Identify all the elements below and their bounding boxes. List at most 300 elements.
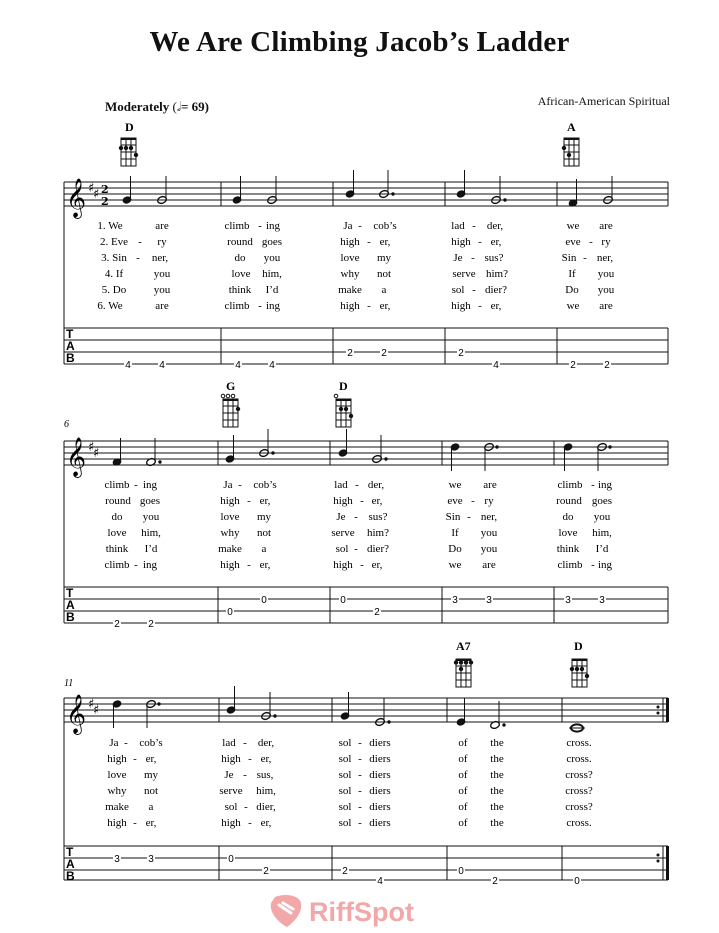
tab-fret: 2	[381, 348, 387, 359]
lyric: -	[360, 559, 364, 571]
tab-fret: 0	[228, 854, 234, 865]
lyric: high	[451, 236, 471, 248]
lyric: sol	[338, 785, 352, 797]
system-1	[64, 120, 668, 371]
lyric: -	[591, 559, 595, 571]
svg-text:A: A	[66, 598, 75, 612]
note	[563, 443, 573, 471]
tab-fret: 0	[227, 607, 233, 618]
lyric: -	[467, 511, 471, 523]
lyric: -	[354, 543, 358, 555]
lyric: ry	[601, 236, 611, 248]
lyric: -	[358, 801, 362, 813]
lyric: high	[451, 300, 471, 312]
lyric: the	[490, 785, 504, 797]
lyric: climb	[224, 220, 250, 232]
note	[146, 438, 162, 467]
lyric: climb	[104, 479, 130, 491]
lyric: serve	[219, 785, 243, 797]
lyric: sol	[224, 801, 238, 813]
lyric: er,	[371, 495, 383, 507]
lyric: diers	[369, 801, 391, 813]
lyric: cob’s	[253, 479, 277, 491]
lyric: -	[247, 495, 251, 507]
lyric: of	[458, 801, 468, 813]
lyric: make	[105, 801, 129, 813]
lyric: er,	[259, 495, 271, 507]
lyric: you	[142, 511, 160, 523]
lyric: climb	[104, 559, 130, 571]
lyric: Je	[336, 511, 346, 523]
lyric: serve	[452, 268, 476, 280]
lyric: high	[340, 236, 360, 248]
lyric: make	[218, 543, 242, 555]
repeat-dot	[657, 860, 660, 863]
lyric: -	[355, 479, 359, 491]
lyric: are	[483, 479, 497, 491]
lyric: -	[134, 559, 138, 571]
system-2	[64, 379, 668, 630]
lyric: my	[143, 769, 159, 781]
lyric: you	[153, 268, 171, 280]
system-3	[64, 639, 669, 887]
lyric: not	[256, 527, 272, 539]
lyric: -	[134, 479, 138, 491]
tempo-text: Moderately	[105, 99, 170, 114]
lyric: Ja	[343, 220, 353, 232]
lyric: Ja	[223, 479, 233, 491]
lyric: love	[558, 527, 578, 539]
lyric: -	[367, 300, 371, 312]
lyric: high	[220, 495, 240, 507]
lyric: sol	[338, 769, 352, 781]
lyric: der,	[367, 479, 385, 491]
lyric: -	[358, 817, 362, 829]
svg-text:T: T	[66, 327, 74, 341]
lyric: der,	[257, 737, 275, 749]
lyric: Ja	[109, 737, 119, 749]
lyric: I’d	[595, 543, 609, 555]
lyric: 2. Eve	[99, 236, 129, 248]
lyric: you	[597, 268, 615, 280]
chord-name: D	[125, 120, 134, 134]
lyric: ing	[142, 479, 158, 491]
tab-fret: 2	[374, 607, 380, 618]
lyric: we	[448, 479, 462, 491]
lyric: -	[472, 220, 476, 232]
lyric: ing	[265, 220, 281, 232]
note	[456, 170, 466, 198]
tab-fret: 0	[574, 876, 580, 887]
chord-name: A7	[456, 639, 471, 653]
lyric: my	[376, 252, 392, 264]
lyric: -	[247, 559, 251, 571]
lyric: er,	[490, 236, 502, 248]
lyric: -	[472, 284, 476, 296]
lyric: ing	[597, 559, 613, 571]
lyric: Je	[453, 252, 463, 264]
svg-text:B: B	[66, 610, 75, 624]
lyric: sol	[338, 801, 352, 813]
tab-numbers	[124, 347, 611, 371]
tab-fret: 2	[114, 619, 120, 630]
measure-number: 11	[64, 678, 74, 689]
tab-fret: 2	[458, 348, 464, 359]
chord-name: D	[574, 639, 583, 653]
lyric: -	[124, 737, 128, 749]
lyric: Je	[224, 769, 234, 781]
tab-fret: 0	[458, 866, 464, 877]
svg-text:A: A	[66, 339, 75, 353]
tab-fret: 4	[125, 360, 131, 371]
note	[456, 698, 466, 726]
lyric: If	[451, 527, 459, 539]
lyric: the	[490, 801, 504, 813]
lyric: you	[480, 543, 498, 555]
lyric: of	[458, 737, 468, 749]
lyric: are	[599, 300, 613, 312]
lyric: a	[148, 801, 154, 813]
repeat-dot	[657, 854, 660, 857]
lyric: -	[471, 252, 475, 264]
svg-text:A: A	[66, 857, 75, 871]
lyric: lad	[451, 220, 465, 232]
tab-fret: 3	[486, 595, 492, 606]
lyric: 5. Do	[101, 284, 127, 296]
lyric: er,	[145, 817, 157, 829]
lyric: do	[234, 252, 246, 264]
lyric: 1. We	[97, 220, 123, 232]
treble-clef-icon: 𝄞	[66, 437, 87, 477]
chord-diagram-icon	[454, 659, 473, 687]
lyric: I’d	[265, 284, 279, 296]
lyric: you	[263, 252, 281, 264]
lyric: you	[480, 527, 498, 539]
lyric: ing	[597, 479, 613, 491]
svg-text:B: B	[66, 869, 75, 883]
lyric: the	[490, 769, 504, 781]
lyric: we	[448, 559, 462, 571]
time-signature-bottom: 2	[101, 195, 109, 208]
lyric: Sin	[445, 511, 461, 523]
tab-fret: 2	[148, 619, 154, 630]
lyric: cross?	[565, 801, 593, 813]
lyric: diers	[369, 817, 391, 829]
lyric: diers	[369, 785, 391, 797]
lyric: -	[244, 801, 248, 813]
lyric: are	[482, 559, 496, 571]
lyric: you	[593, 511, 611, 523]
lyric: er,	[490, 300, 502, 312]
notes	[122, 170, 613, 207]
lyrics-block	[97, 220, 614, 312]
lyric: 3. Sin	[101, 252, 127, 264]
lyric: cross.	[566, 737, 592, 749]
lyric: think	[105, 543, 129, 555]
lyric: -	[358, 737, 362, 749]
lyric: the	[490, 737, 504, 749]
note	[225, 435, 235, 463]
lyric: cross?	[565, 769, 593, 781]
lyric: -	[591, 479, 595, 491]
chord-diagram-icon	[334, 394, 353, 427]
lyric: not	[143, 785, 159, 797]
lyric: -	[478, 236, 482, 248]
lyric: lad	[222, 737, 236, 749]
measure-number: 6	[64, 419, 69, 430]
lyric: why	[107, 785, 127, 797]
lyric: Do	[448, 543, 462, 555]
lyric: do	[111, 511, 123, 523]
lyric: ing	[142, 559, 158, 571]
lyric: sol	[338, 737, 352, 749]
tab-fret: 2	[604, 360, 610, 371]
lyric: -	[258, 220, 262, 232]
note	[490, 701, 506, 730]
lyric: -	[358, 753, 362, 765]
lyric: you	[153, 284, 171, 296]
sharp-icon: ♯	[88, 697, 95, 712]
tab-clef-icon	[66, 327, 75, 365]
lyric: -	[354, 511, 358, 523]
lyric: high	[221, 817, 241, 829]
lyric: you	[597, 284, 615, 296]
lyric: diers	[369, 753, 391, 765]
key-signature-sharps-icon: ♯	[88, 181, 95, 196]
chord-diagram-icon	[119, 138, 138, 166]
lyric: him?	[367, 527, 389, 539]
note	[450, 443, 460, 471]
lyric: round	[556, 495, 582, 507]
lyric: are	[155, 220, 169, 232]
lyric: ner,	[151, 252, 169, 264]
sharp-icon: ♯	[88, 440, 95, 455]
tab-fret: 3	[114, 854, 120, 865]
lyric: high	[221, 753, 241, 765]
lyric: I’d	[144, 543, 158, 555]
lyric: high	[107, 753, 127, 765]
lyric: high	[333, 559, 353, 571]
lyric: love	[231, 268, 251, 280]
lyrics-block	[105, 737, 593, 829]
lyric: love	[107, 769, 127, 781]
lyric: high	[107, 817, 127, 829]
lyric: goes	[591, 495, 613, 507]
lyric: sol	[451, 284, 465, 296]
chord-name: D	[339, 379, 348, 393]
tab-fret: 4	[269, 360, 275, 371]
lyric: serve	[331, 527, 355, 539]
tab-fret: 4	[235, 360, 241, 371]
lyric: love	[220, 511, 240, 523]
tab-fret: 3	[452, 595, 458, 606]
lyric: 6. We	[97, 300, 123, 312]
lyric: why	[340, 268, 360, 280]
lyric: er,	[379, 300, 391, 312]
lyric: -	[471, 495, 475, 507]
lyric: er,	[259, 559, 271, 571]
tab-fret: 4	[159, 360, 165, 371]
tab-fret: 3	[148, 854, 154, 865]
tab-fret: 3	[565, 595, 571, 606]
lyric: my	[256, 511, 272, 523]
note	[338, 429, 348, 457]
lyric: -	[138, 236, 142, 248]
note	[232, 176, 242, 204]
half-note-icon: (𝅗𝅥	[172, 99, 181, 114]
note	[226, 686, 236, 714]
lyric: -	[133, 753, 137, 765]
lyric: cob’s	[373, 220, 397, 232]
lyric: we	[566, 220, 580, 232]
lyric: ry	[157, 236, 167, 248]
lyric: make	[338, 284, 362, 296]
tab-fret: 3	[599, 595, 605, 606]
lyric: dier?	[485, 284, 507, 296]
lyric: -	[478, 300, 482, 312]
whole-note-icon	[569, 724, 585, 731]
lyric: -	[358, 769, 362, 781]
lyric: -	[358, 220, 362, 232]
lyric: climb	[224, 300, 250, 312]
lyric: -	[243, 769, 247, 781]
lyrics-block	[104, 479, 612, 571]
lyric: ry	[484, 495, 494, 507]
lyric: -	[238, 479, 242, 491]
lyric: er,	[379, 236, 391, 248]
lyric: high	[333, 495, 353, 507]
tab-fret: 4	[377, 876, 383, 887]
sharp-icon: ♯	[93, 446, 100, 461]
lyric: round	[227, 236, 253, 248]
riffspot-logo	[0, 893, 719, 933]
lyric: er,	[145, 753, 157, 765]
notes	[112, 686, 585, 732]
tab-fret: 2	[263, 866, 269, 877]
lyric: of	[458, 753, 468, 765]
sharp-icon: ♯	[93, 703, 100, 718]
svg-text:B: B	[66, 351, 75, 365]
lyric: sol	[335, 543, 349, 555]
lyric: a	[261, 543, 267, 555]
lyric: -	[243, 737, 247, 749]
lyric: love	[107, 527, 127, 539]
tab-clef-icon	[66, 845, 75, 883]
lyric: Sin	[561, 252, 577, 264]
lyric: high	[220, 559, 240, 571]
lyric: goes	[139, 495, 161, 507]
tab-fret: 4	[493, 360, 499, 371]
chord-diagram-icon	[562, 138, 579, 166]
lyric: him,	[141, 527, 161, 539]
lyric: of	[458, 785, 468, 797]
lyric: him,	[262, 268, 282, 280]
tempo-bpm: = 69	[180, 99, 205, 114]
tab-fret: 0	[340, 595, 346, 606]
song-title: We Are Climbing Jacob’s Ladder	[149, 26, 570, 58]
lyric: round	[105, 495, 131, 507]
lyric: -	[583, 252, 587, 264]
lyric: -	[248, 753, 252, 765]
lyric: ner,	[480, 511, 498, 523]
lyric: are	[155, 300, 169, 312]
lyric: cross.	[566, 817, 592, 829]
svg-text:T: T	[66, 845, 74, 859]
lyric: -	[136, 252, 140, 264]
lyric: lad	[334, 479, 348, 491]
lyric: cross.	[566, 753, 592, 765]
chord-name: A	[567, 120, 576, 134]
time-signature-top: 2	[101, 183, 109, 196]
lyric: -	[358, 785, 362, 797]
lyric: him,	[256, 785, 276, 797]
tab-fret: 2	[342, 866, 348, 877]
chord-name: G	[226, 379, 236, 393]
lyric: diers	[369, 737, 391, 749]
lyric: we	[566, 300, 580, 312]
lyric: think	[228, 284, 252, 296]
lyric: Do	[565, 284, 579, 296]
lyric: climb	[557, 479, 583, 491]
lyric: er,	[371, 559, 383, 571]
lyric: sus?	[484, 252, 504, 264]
lyric: dier,	[256, 801, 276, 813]
lyric: If	[568, 268, 576, 280]
note	[122, 176, 132, 204]
lyric: a	[381, 284, 387, 296]
lyric: er,	[260, 753, 272, 765]
lyric: eve	[565, 236, 581, 248]
tab-staff	[64, 587, 668, 623]
lyric: do	[562, 511, 574, 523]
tempo-marking: Moderately (𝅗𝅥= 69)	[105, 99, 209, 114]
lyric: sus,	[256, 769, 274, 781]
lyric: ing	[265, 300, 281, 312]
lyric: -	[360, 495, 364, 507]
lyric: goes	[261, 236, 283, 248]
tab-fret: 2	[347, 348, 353, 359]
lyric: diers	[369, 769, 391, 781]
tab-fret: 2	[492, 876, 498, 887]
lyric: climb	[557, 559, 583, 571]
lyric: the	[490, 817, 504, 829]
lyric: the	[490, 753, 504, 765]
lyric: der,	[486, 220, 504, 232]
guitar-pick-icon	[265, 893, 455, 929]
lyric: think	[556, 543, 580, 555]
lyric: ner,	[596, 252, 614, 264]
lyric: -	[248, 817, 252, 829]
logo-text: RiffSpot	[308, 897, 414, 927]
lyric: him,	[592, 527, 612, 539]
lyric: cross?	[565, 785, 593, 797]
lyric: -	[258, 300, 262, 312]
svg-text:T: T	[66, 586, 74, 600]
lyric: cob’s	[139, 737, 163, 749]
treble-clef-icon: 𝄞	[66, 178, 87, 218]
tab-clef-icon	[66, 586, 75, 624]
lyric: -	[133, 817, 137, 829]
note	[568, 179, 578, 207]
note	[340, 692, 350, 720]
tab-fret: 0	[261, 595, 267, 606]
lyric: why	[220, 527, 240, 539]
lyric: of	[458, 817, 468, 829]
lyric: 4. If	[104, 268, 124, 280]
composer-credit: African-American Spiritual	[537, 94, 670, 108]
lyric: -	[367, 236, 371, 248]
note	[345, 170, 355, 198]
